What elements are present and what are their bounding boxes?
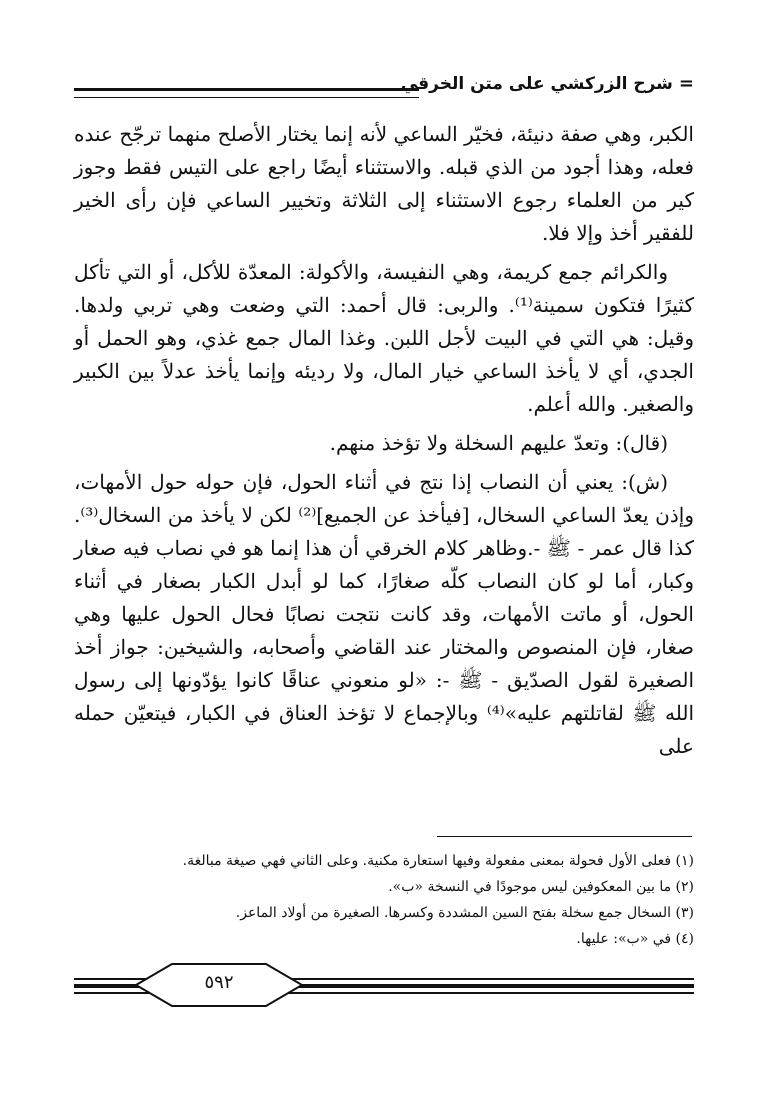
header-rule [74,88,419,98]
page-number: ٥٩٢ [204,972,234,993]
running-header [74,70,694,104]
footnotes [74,848,694,952]
footnote-3: (٣) السخال جمع سخلة بفتح السين المشددة وكسرها. الصغيرة من أولاد الماعز. [235,905,694,921]
header-ornament: = [678,73,694,94]
paragraph-2: والكرائم جمع كريمة، وهي النفيسة، والأكولة: المعدّة للأكل، أو التي تأكل كثيرًا فتكون سمينة⁽¹⁾. والربى: قال أحمد: التي وضعت وهي تربي ولدها. وقيل: هي التي في البيت لأجل اللبن. وغذا المال جمع غذي، وهو الحمل أو الجدي، أي لا يأخذ الساعي خيار المال، ولا رديئه وإنما يأخذ عدلاً بين الكبير والصغير. والله أعلم. [74,260,694,416]
page-footer [74,960,694,1010]
paragraph-3: (قال): وتعدّ عليهم السخلة ولا تؤخذ منهم. [329,431,668,455]
footnote-4: (٤) في «ب»: عليها. [576,931,694,947]
paragraph-4: (ش): يعني أن النصاب إذا نتج في أثناء الحول، فإن حوله حول الأمهات، وإذن يعدّ الساعي السخال، [فيأخذ عن الجميع]⁽²⁾ لكن لا يأخذ من السخال⁽³⁾. كذا قال عمر - ﷺ -.وظاهر كلام الخرقي أن هذا إنما هو في نصاب فيه صغار وكبار، أما لو كان النصاب كلّه صغارًا، كما لو أبدل الكبار بصغار في أثناء الحول، أو ماتت الأمهات، وقد كانت نتجت نصابًا فحال الحول عليها وهي صغار، فإن المنصوص والمختار عند القاضي وأصحابه، والشيخين: جواز أخذ الصغيرة لقول الصدّيق - ﷺ -: «لو منعوني عناقًا كانوا يؤدّونها إلى رسول الله ﷺ لقاتلتهم عليه»⁽⁴⁾ وبالإجماع لا تؤخذ العناق في الكبار، فيتعيّن حمله على [74,470,694,758]
footnote-2: (٢) ما بين المعكوفين ليس موجودًا في النسخة «ب». [388,879,694,895]
paragraph-1: الكبر، وهي صفة دنيئة، فخيّر الساعي لأنه إنما يختار الأصلح منهما ترجّح عنده فعله، وهذا أجود من الذي قبله. والاستثناء أيضًا راجع على التيس فقط وجوز كير من العلماء رجوع الاستثناء إلى الثلاثة وتخيير الساعي فإن رأى الخير للفقير أخذ وإلا فلا. [74,122,694,245]
footnote-separator [437,836,692,837]
header-title-group [401,74,694,94]
footnote-1: (١) فعلى الأول فحولة بمعنى مفعولة وفيها استعارة مكنية. وعلى الثاني فهي صيغة مبالغة. [182,853,694,869]
main-text [74,118,694,769]
header-title: شرح الزركشي على متن الخرقي [400,74,673,94]
